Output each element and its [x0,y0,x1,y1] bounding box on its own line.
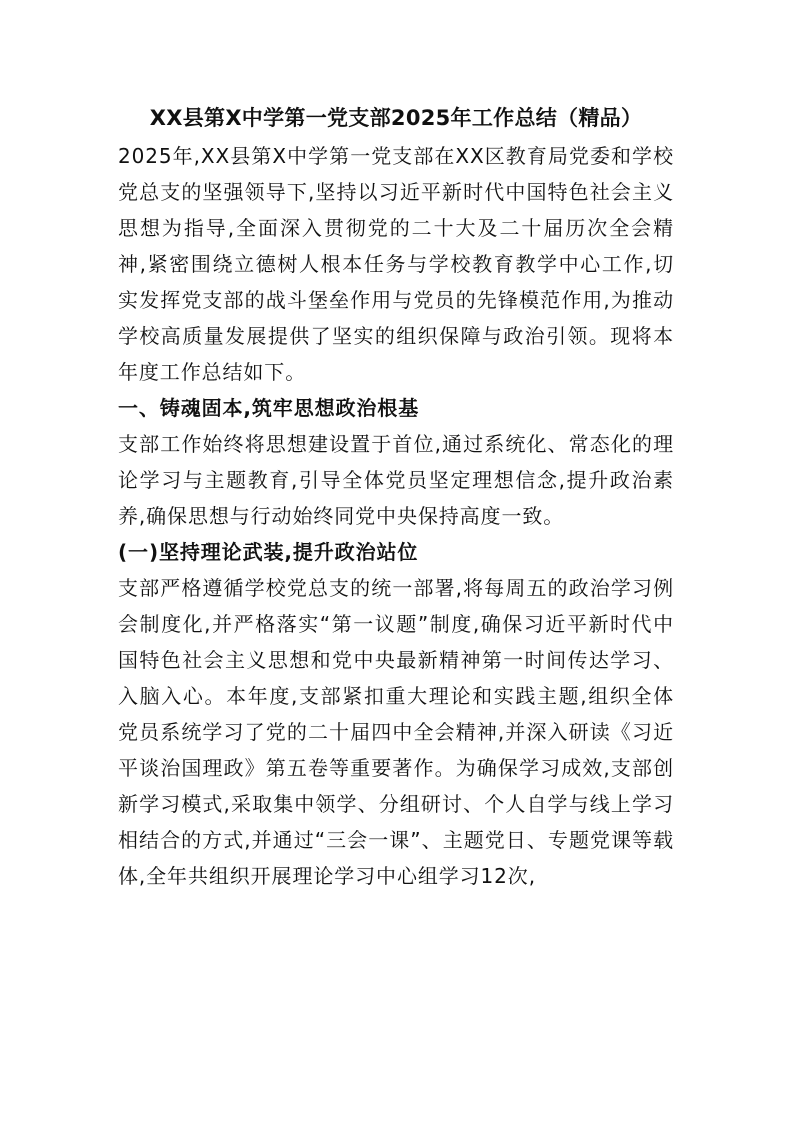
intro-paragraph: 2025年,XX县第X中学第一党支部在XX区教育局党委和学校党总支的坚强领导下,坚持以习近平新时代中国特色社会主义思想为指导,全面深入贯彻党的二十大及二十届历次全会精神,紧密围绕立德树人根本任务与学校教育教学中心工作,切实发挥党支部的战斗堡垒作用与党员的先锋模范作用,为推动学校高质量发展提供了坚实的组织保障与政治引领。现将本年度工作总结如下。 [118,144,674,384]
subsection-1-paragraph: 支部严格遵循学校党总支的统一部署,将每周五的政治学习例会制度化,并严格落实“第一议题”制度,确保习近平新时代中国特色社会主义思想和党中央最新精神第一时间传达学习、入脑入心。本年度,支部紧扣重大理论和实践主题,组织全体党员系统学习了党的二十届四中全会精神,并深入研读《习近平谈治国理政》第五卷等重要著作。为确保学习成效,支部创新学习模式,采取集中领学、分组研讨、个人自学与线上学习相结合的方式,并通过“三会一课”、主题党日、专题党课等载体,全年共组织开展理论学习中心组学习12次, [118,576,674,888]
subsection-heading-1: (一)坚持理论武装,提升政治站位 [118,540,419,564]
document-title: XX县第X中学第一党支部2025年工作总结（精品） [149,106,643,130]
document-page [118,98,674,894]
section-1-paragraph: 支部工作始终将思想建设置于首位,通过系统化、常态化的理论学习与主题教育,引导全体党员坚定理想信念,提升政治素养,确保思想与行动始终同党中央保持高度一致。 [118,432,674,528]
section-heading-1: 一、铸魂固本,筑牢思想政治根基 [118,396,420,420]
